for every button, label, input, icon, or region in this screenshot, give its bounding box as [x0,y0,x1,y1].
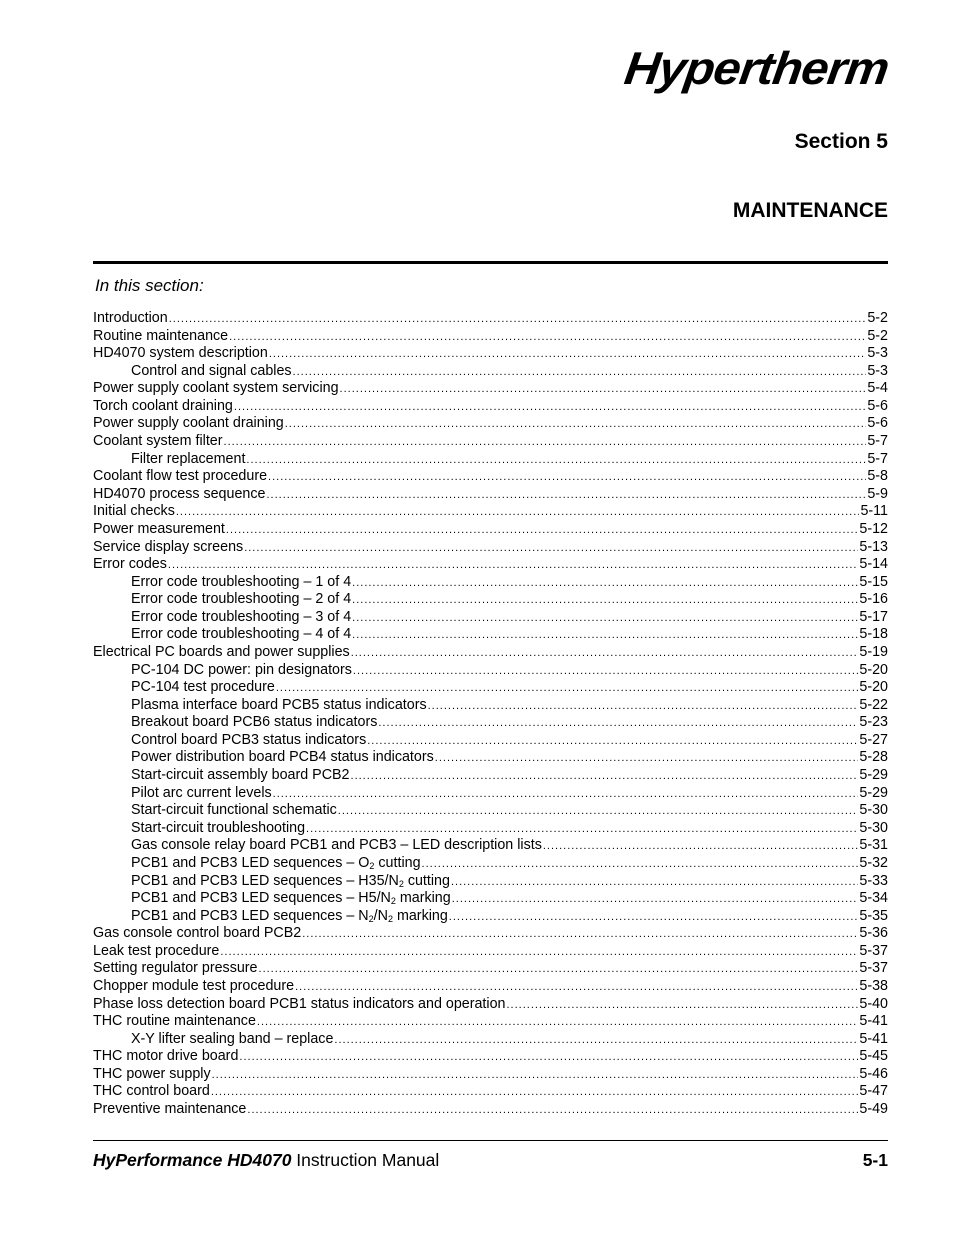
toc-entry-page: 5-36 [859,925,888,942]
toc-leader-dots [306,821,858,838]
toc-entry[interactable] [93,363,888,381]
toc-entry-page: 5-41 [859,1030,888,1047]
footer-manual-label: Instruction Manual [291,1150,440,1170]
toc-entry-label: THC motor drive board [93,1048,239,1065]
toc-entry-label: Power distribution board PCB4 status indicators [131,749,434,766]
toc-leader-dots [295,979,858,996]
toc-entry-label: Gas console relay board PCB1 and PCB3 – LED description lists [131,837,542,854]
toc-entry-label: Power supply coolant system servicing [93,380,339,397]
toc-entry-label: Initial checks [93,503,175,520]
toc-entry-page: 5-4 [867,380,888,397]
toc-leader-dots [259,961,859,978]
toc-leader-dots [176,504,860,521]
toc-leader-dots [543,838,859,855]
toc-entry-label: Coolant flow test procedure [93,468,268,485]
toc-entry-page: 5-3 [867,345,888,362]
toc-entry[interactable] [93,1031,888,1049]
toc-entry[interactable] [93,978,888,996]
toc-entry[interactable] [93,697,888,715]
toc-leader-dots [247,1102,858,1119]
toc-entry-page: 5-7 [867,450,888,467]
toc-entry-label: HD4070 process sequence [93,485,266,502]
toc-entry-label: Setting regulator pressure [93,960,258,977]
toc-entry-page: 5-2 [867,310,888,326]
toc-entry[interactable] [93,556,888,574]
toc-entry-page: 5-27 [859,731,888,748]
toc-entry-label: Service display screens [93,538,244,555]
toc-entry-page: 5-3 [867,362,888,379]
toc-leader-dots [352,575,858,592]
toc-entry-page: 5-12 [859,520,888,537]
toc-entry-page: 5-6 [867,397,888,414]
toc-entry-label: PC-104 test procedure [131,679,275,696]
toc-entry-label: Chopper module test procedure [93,977,295,994]
toc-entry[interactable] [93,503,888,521]
toc-entry-page: 5-20 [859,679,888,696]
toc-entry-label: PCB1 and PCB3 LED sequences – $O_2$ cutting [131,854,421,871]
footer-page-number: 5-1 [862,1150,888,1170]
toc-entry-page: 5-14 [859,556,888,573]
toc-entry-label: Error code troubleshooting – 2 of 4 [131,591,352,608]
toc-entry[interactable] [93,345,888,363]
toc-entry-page: 5-38 [859,977,888,994]
toc-entry-label: Error code troubleshooting – 1 of 4 [131,573,352,590]
toc-leader-dots [212,1067,859,1084]
toc-leader-dots [220,944,858,961]
toc-entry-label: X-Y lifter sealing band – replace [131,1030,334,1047]
toc-entry[interactable] [93,468,888,486]
toc-entry[interactable] [93,486,888,504]
toc-entry[interactable] [93,925,888,943]
toc-leader-dots [244,540,858,557]
toc-entry-page: 5-6 [867,415,888,432]
toc-leader-dots [452,891,859,908]
toc-entry-label: Power measurement [93,520,225,537]
toc-entry-page: 5-34 [859,890,888,907]
toc-leader-dots [268,469,866,486]
toc-entry-page: 5-40 [859,995,888,1012]
toc-entry[interactable] [93,890,888,908]
toc-entry-label: THC control board [93,1083,210,1100]
toc-entry[interactable] [93,943,888,961]
footer-product-name: HyPerformance HD4070 [93,1150,292,1170]
toc-entry-page: 5-28 [859,749,888,766]
toc-entry-label: Preventive maintenance [93,1101,247,1118]
section-number: Section 5 [794,130,888,153]
toc-entry-label: Routine maintenance [93,327,229,344]
toc-entry[interactable] [93,1048,888,1066]
toc-entry[interactable] [93,785,888,803]
toc-entry-page: 5-30 [859,819,888,836]
toc-entry-page: 5-8 [867,468,888,485]
hypertherm-logo: Hypertherm [621,42,892,94]
toc-entry[interactable] [93,1066,888,1084]
toc-entry[interactable] [93,908,888,926]
toc-entry-page: 5-37 [859,960,888,977]
toc-entry[interactable] [93,1013,888,1031]
toc-leader-dots [435,750,859,767]
toc-entry[interactable] [93,996,888,1014]
toc-entry-label: Pilot arc current levels [131,784,272,801]
toc-leader-dots [273,786,859,803]
toc-entry[interactable] [93,521,888,539]
toc-leader-dots [351,645,859,662]
toc-leader-dots [239,1049,858,1066]
toc-leader-dots [338,803,859,820]
toc-entry-label: HD4070 system description [93,345,268,362]
toc-entry-label: Control board PCB3 status indicators [131,731,367,748]
toc-entry-label: Filter replacement [131,450,246,467]
footer-manual-title [93,1150,439,1171]
toc-leader-dots [352,592,858,609]
toc-entry[interactable] [93,626,888,644]
toc-entry-label: PC-104 DC power: pin designators [131,661,352,678]
toc-leader-dots [340,381,867,398]
toc-entry-label: Introduction [93,310,168,326]
toc-entry-page: 5-22 [859,696,888,713]
toc-entry-page: 5-18 [859,626,888,643]
toc-entry-page: 5-45 [859,1048,888,1065]
toc-entry[interactable] [93,644,888,662]
toc-entry-label: THC routine maintenance [93,1013,256,1030]
toc-leader-dots [257,1014,858,1031]
toc-entry[interactable] [93,679,888,697]
toc-leader-dots [211,1084,859,1101]
toc-entry-page: 5-31 [859,837,888,854]
toc-entry-page: 5-17 [859,608,888,625]
toc-entry[interactable] [93,310,888,328]
toc-entry[interactable] [93,609,888,627]
bottom-divider [93,1140,888,1141]
toc-leader-dots [351,768,859,785]
toc-leader-dots [451,874,858,891]
in-this-section-heading: In this section: [95,276,204,295]
toc-leader-dots [266,487,866,504]
toc-entry-page: 5-35 [859,907,888,924]
toc-entry-label: Error code troubleshooting – 4 of 4 [131,626,352,643]
toc-entry-label: PCB1 and PCB3 LED sequences – $N_2/N_2$ marking [131,907,448,924]
toc-entry-page: 5-13 [859,538,888,555]
toc-entry-page: 5-2 [867,327,888,344]
toc-leader-dots [293,364,867,381]
toc-entry-label: Coolant system filter [93,433,223,450]
toc-leader-dots [367,733,858,750]
toc-entry-page: 5-49 [859,1101,888,1118]
toc-entry[interactable] [93,591,888,609]
toc-entry[interactable] [93,749,888,767]
toc-entry-label: PCB1 and PCB3 LED sequences – $H5/N_2$ marking [131,890,451,907]
toc-entry-page: 5-47 [859,1083,888,1100]
toc-leader-dots [353,663,858,680]
toc-entry[interactable] [93,433,888,451]
toc-entry-label: Torch coolant draining [93,397,233,414]
toc-entry[interactable] [93,732,888,750]
toc-entry[interactable] [93,820,888,838]
toc-leader-dots [378,715,858,732]
toc-entry[interactable] [93,574,888,592]
toc-entry-label: THC power supply [93,1065,211,1082]
toc-leader-dots [229,329,866,346]
toc-leader-dots [224,434,867,451]
toc-entry-page: 5-33 [859,872,888,889]
toc-entry[interactable] [93,415,888,433]
toc-entry[interactable] [93,802,888,820]
toc-leader-dots [449,909,859,926]
toc-leader-dots [302,926,858,943]
toc-entry-page: 5-20 [859,661,888,678]
toc-entry[interactable] [93,960,888,978]
toc-leader-dots [246,452,866,469]
toc-entry-page: 5-9 [867,485,888,502]
toc-entry-label: Gas console control board PCB2 [93,925,302,942]
toc-entry-page: 5-30 [859,802,888,819]
toc-entry[interactable] [93,837,888,855]
toc-leader-dots [506,997,858,1014]
toc-entry-label: PCB1 and PCB3 LED sequences – $H35/N_2$ cutting [131,872,450,889]
toc-entry-page: 5-46 [859,1065,888,1082]
toc-leader-dots [334,1032,858,1049]
toc-entry-page: 5-29 [859,767,888,784]
toc-entry[interactable] [93,662,888,680]
table-of-contents [93,310,888,1119]
toc-entry-label: Phase loss detection board PCB1 status indicators and operation [93,995,506,1012]
toc-leader-dots [428,698,859,715]
toc-entry[interactable] [93,328,888,346]
toc-leader-dots [168,557,858,574]
toc-entry-label: Start-circuit functional schematic [131,802,337,819]
toc-entry[interactable] [93,398,888,416]
toc-entry-page: 5-37 [859,942,888,959]
toc-entry-page: 5-11 [860,503,888,520]
toc-entry-label: Plasma interface board PCB5 status indicators [131,696,427,713]
toc-entry-label: Start-circuit assembly board PCB2 [131,767,350,784]
toc-entry-page: 5-16 [859,591,888,608]
top-divider [93,261,888,264]
section-title: MAINTENANCE [732,199,888,222]
toc-entry-label: Leak test procedure [93,942,220,959]
toc-entry-page: 5-7 [867,433,888,450]
toc-leader-dots [234,399,866,416]
toc-leader-dots [169,311,867,328]
toc-entry-page: 5-41 [859,1013,888,1030]
toc-entry-label: Control and signal cables [131,362,292,379]
toc-entry-label: Power supply coolant draining [93,415,284,432]
toc-entry-page: 5-23 [859,714,888,731]
toc-entry-page: 5-29 [859,784,888,801]
toc-entry-page: 5-15 [859,573,888,590]
toc-entry[interactable] [93,855,888,873]
toc-entry[interactable] [93,380,888,398]
toc-entry-label: Error codes [93,556,167,573]
toc-entry[interactable] [93,1101,888,1119]
toc-entry-label: Start-circuit troubleshooting [131,819,306,836]
toc-leader-dots [285,416,867,433]
toc-entry[interactable] [93,873,888,891]
toc-entry[interactable] [93,767,888,785]
toc-entry[interactable] [93,714,888,732]
toc-leader-dots [226,522,858,539]
toc-entry[interactable] [93,539,888,557]
toc-leader-dots [276,680,859,697]
toc-entry-page: 5-19 [859,643,888,660]
toc-entry-label: Error code troubleshooting – 3 of 4 [131,608,352,625]
toc-entry-page: 5-32 [859,854,888,871]
toc-leader-dots [352,610,858,627]
toc-leader-dots [269,346,867,363]
toc-entry[interactable] [93,1083,888,1101]
toc-entry-label: Breakout board PCB6 status indicators [131,714,378,731]
toc-leader-dots [352,627,858,644]
toc-entry[interactable] [93,451,888,469]
toc-entry-label: Electrical PC boards and power supplies [93,643,350,660]
toc-leader-dots [422,856,859,873]
